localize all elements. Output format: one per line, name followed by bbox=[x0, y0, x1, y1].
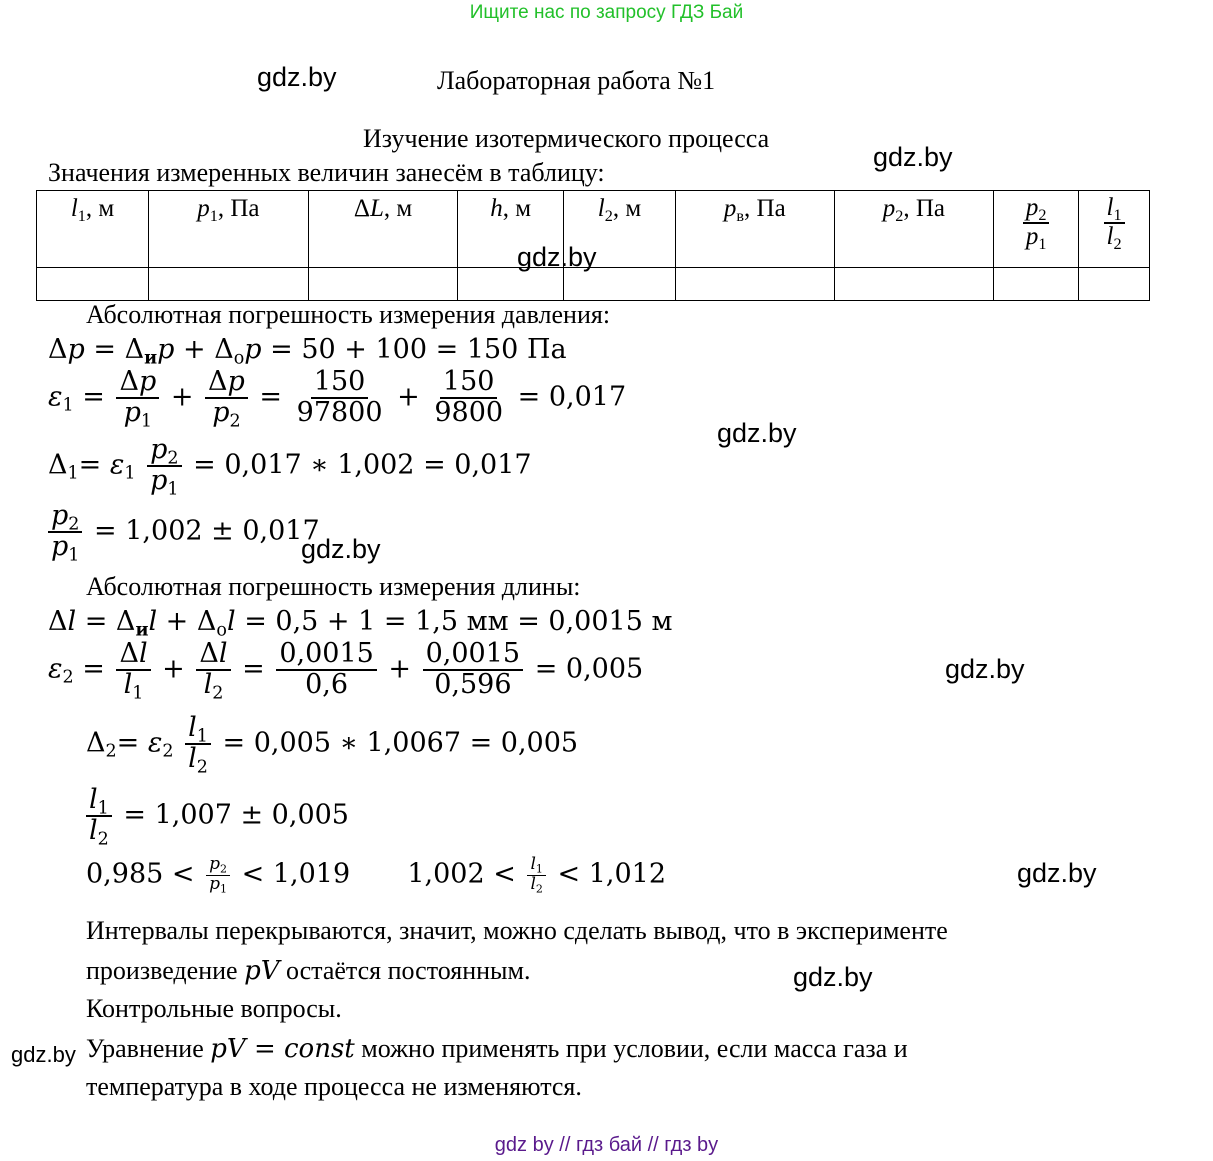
table-header-cell: $l_1$, м bbox=[37, 191, 149, 268]
table-cell bbox=[149, 268, 309, 301]
watermark: gdz.by bbox=[945, 654, 1025, 684]
watermark: gdz.by bbox=[517, 242, 597, 272]
table-cell bbox=[1079, 268, 1150, 301]
table-header-cell: $p_в$, Па bbox=[675, 191, 834, 268]
table-header-row bbox=[37, 191, 1150, 268]
watermark: gdz.by bbox=[1017, 858, 1097, 888]
length-abs-error-formula: $\Delta l = \Delta_иl + \Delta_оl = 0,5 + 1 = 1,5$ мм = 0,0015 м bbox=[48, 606, 673, 641]
answer-line-1: Уравнение pV = const можно применять при условии, если масса газа и bbox=[86, 1034, 908, 1064]
watermark: gdz.by bbox=[873, 142, 953, 172]
conclusion-line-1: Интервалы перекрываются, значит, можно сделать вывод, что в эксперименте bbox=[86, 916, 948, 945]
table-cell bbox=[37, 268, 149, 301]
watermark: gdz.by bbox=[257, 62, 337, 92]
length-ratio-error-formula: $\Delta_2= \varepsilon_2$ $\frac{l_1}{l_2}$ = 0,005 ∗ 1,0067 = 0,005 bbox=[86, 712, 579, 778]
pressure-error-heading: Абсолютная погрешность измерения давления: bbox=[86, 300, 611, 329]
table-cell bbox=[563, 268, 675, 301]
answer-line-2: температура в ходе процесса не изменяются. bbox=[86, 1072, 582, 1101]
watermark: gdz.by bbox=[793, 962, 873, 992]
table-header-cell: ΔL, м bbox=[308, 191, 458, 268]
table-row bbox=[37, 268, 1150, 301]
table-cell bbox=[675, 268, 834, 301]
top-banner[interactable]: Ищите нас по запросу ГДЗ Бай bbox=[469, 2, 744, 23]
watermark: gdz.by bbox=[301, 534, 381, 564]
watermark: gdz.by bbox=[717, 418, 797, 448]
pressure-relative-error-formula: $\varepsilon_1$ = $\frac{\Delta p}{p_1}$ + $\frac{\Delta p}{p_2}$ = $\frac{150}{97800}$ + $\frac{150}{9800}$ = 0,017 bbox=[48, 366, 627, 432]
pressure-abs-error-formula: $\Delta p = \Delta_иp + \Delta_оp = 50 + 100 = 150$ Па bbox=[48, 334, 567, 369]
page-subtitle: Изучение изотермического процесса bbox=[363, 124, 770, 153]
table-intro: Значения измеренных величин занесём в таблицу: bbox=[48, 158, 605, 187]
watermark: gdz.by bbox=[11, 1042, 76, 1067]
length-error-heading: Абсолютная погрешность измерения длины: bbox=[86, 572, 581, 601]
table-header-cell: $l_2$, м bbox=[563, 191, 675, 268]
pressure-ratio-result: $\frac{p_2}{p_1}$ = 1,002 ± 0,017 bbox=[48, 502, 320, 562]
table-header-cell: h, м bbox=[458, 191, 564, 268]
measurements-table bbox=[36, 190, 1150, 301]
table-cell bbox=[308, 268, 458, 301]
table-header-cell: $p_1$, Па bbox=[149, 191, 309, 268]
page-title: Лабораторная работа №1 bbox=[437, 66, 716, 95]
table-header-cell: $\frac{p_2}{p_1}$ bbox=[994, 191, 1079, 268]
length-ratio-result: $\frac{l_1}{l_2}$ = 1,007 ± 0,005 bbox=[86, 786, 349, 846]
table-cell bbox=[834, 268, 994, 301]
table-cell bbox=[994, 268, 1079, 301]
table-header-cell: $\frac{l_1}{l_2}$ bbox=[1079, 191, 1150, 268]
confidence-intervals: 0,985 < $\frac{p_2}{p_1}$ < 1,019 1,002 < $\frac{l_1}{l_2}$ < 1,012 bbox=[86, 854, 667, 896]
table-cell bbox=[458, 268, 564, 301]
length-relative-error-formula: $\varepsilon_2$ = $\frac{\Delta l}{l_1}$ + $\frac{\Delta l}{l_2}$ = $\frac{0,0015}{0,6}$ + $\frac{0,0015}{0,596}$ = 0,005 bbox=[48, 638, 644, 704]
pressure-ratio-error-formula: $\Delta_1= \varepsilon_1$ $\frac{p_2}{p_1}$ = 0,017 ∗ 1,002 = 0,017 bbox=[48, 434, 532, 500]
questions-heading: Контрольные вопросы. bbox=[86, 994, 342, 1023]
footer-links[interactable]: gdz by // гдз бай // гдз by bbox=[494, 1134, 719, 1156]
conclusion-line-2: произведение pV остаётся постоянным. bbox=[86, 956, 531, 986]
table-header-cell: $p_2$, Па bbox=[834, 191, 994, 268]
